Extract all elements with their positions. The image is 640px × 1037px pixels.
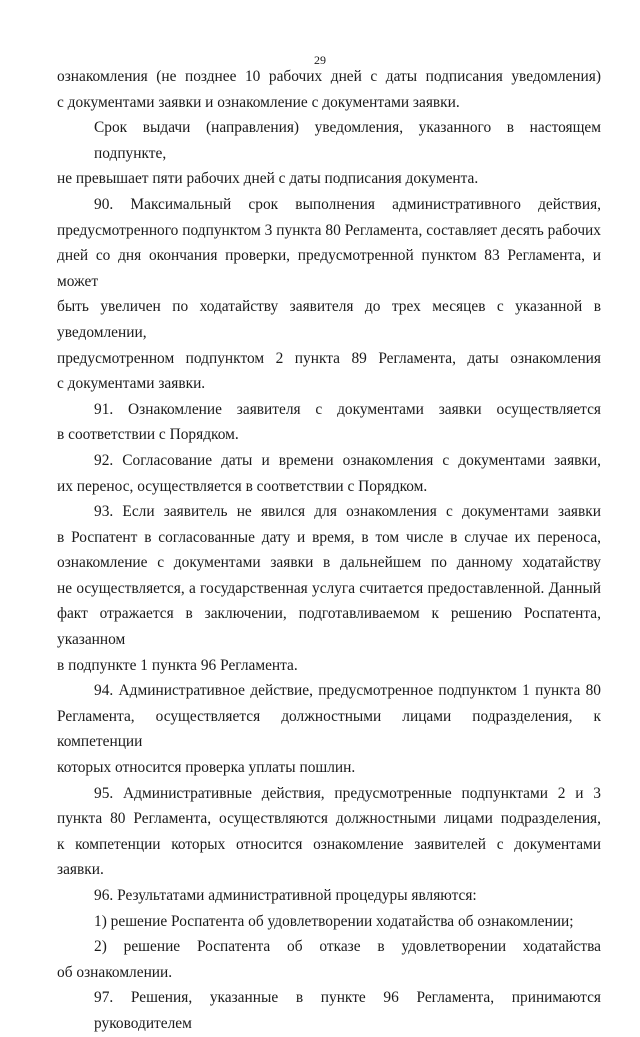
text-line: 92. Согласование даты и времени ознакомления с документами заявки, bbox=[94, 451, 601, 469]
text-line: к компетенции которых относится ознакомление заявителей с документами заявки. bbox=[57, 835, 601, 879]
paragraph bbox=[57, 499, 601, 678]
text-line: в соответствии с Порядком. bbox=[57, 426, 239, 444]
text-line: предусмотренном подпунктом 2 пункта 89 Регламента, даты ознакомления bbox=[57, 349, 601, 367]
text-line: которых относится проверка уплаты пошлин. bbox=[57, 759, 356, 777]
paragraph bbox=[57, 909, 601, 935]
text-line: факт отражается в заключении, подготавливаемом к решению Роспатента, указанном bbox=[57, 605, 601, 649]
text-line: не превышает пяти рабочих дней с даты подписания документа. bbox=[57, 170, 479, 188]
text-line: 95. Административные действия, предусмотренные подпунктами 2 и 3 bbox=[94, 784, 601, 802]
text-line: не осуществляется, а государственная услуга считается предоставленной. Данный bbox=[57, 579, 601, 597]
text-line: быть увеличен по ходатайству заявителя до трех месяцев с указанной в уведомлении, bbox=[57, 298, 601, 341]
text-line: 97. Решения, указанные в пункте 96 Регламента, принимаются руководителем bbox=[94, 989, 601, 1032]
text-line: 96. Результатами административной процедуры являются: bbox=[94, 887, 477, 904]
text-line: об ознакомлении. bbox=[57, 963, 173, 981]
paragraph bbox=[57, 192, 601, 397]
text-line: с документами заявки и ознакомление с документами заявки. bbox=[57, 93, 460, 111]
text-line: в подпункте 1 пункта 96 Регламента. bbox=[57, 656, 298, 674]
text-line: 1) решение Роспатента об удовлетворении ходатайства об ознакомлении; bbox=[94, 912, 574, 930]
text-line: дней со дня окончания проверки, предусмотренной пунктом 83 Регламента, и может bbox=[57, 247, 601, 290]
text-line: Регламента, осуществляется должностными лицами подразделения, к компетенции bbox=[57, 707, 601, 751]
paragraph bbox=[57, 985, 601, 1036]
paragraph bbox=[57, 678, 601, 780]
paragraph bbox=[57, 448, 601, 499]
text-line: 91. Ознакомление заявителя с документами заявки осуществляется bbox=[94, 400, 601, 418]
text-line: 90. Максимальный срок выполнения административного действия, bbox=[94, 195, 601, 213]
paragraph bbox=[57, 781, 601, 883]
page-number: 29 bbox=[314, 53, 326, 67]
text-line: 94. Административное действие, предусмотренное подпунктом 1 пункта 80 bbox=[94, 682, 601, 700]
text-line: в Роспатент в согласованные дату и время, в том числе в случае их переноса, bbox=[57, 528, 601, 546]
text-line: пункта 80 Регламента, осуществляются должностными лицами подразделения, bbox=[57, 810, 601, 828]
text-line: их перенос, осуществляется в соответствии с Порядком. bbox=[57, 477, 428, 495]
text-line: ознакомление с документами заявки в дальнейшем по данному ходатайству bbox=[57, 554, 601, 572]
paragraph bbox=[57, 934, 601, 985]
text-line: Срок выдачи (направления) уведомления, указанного в настоящем подпункте, bbox=[94, 119, 601, 162]
text-line: 93. Если заявитель не явился для ознакомления с документами заявки bbox=[94, 503, 601, 521]
text-line: ознакомления (не позднее 10 рабочих дней с даты подписания уведомления) bbox=[57, 68, 601, 85]
paragraph bbox=[57, 115, 601, 192]
document-body bbox=[57, 64, 601, 1037]
paragraph bbox=[57, 397, 601, 448]
text-line: предусмотренного подпунктом 3 пункта 80 Регламента, составляет десять рабочих bbox=[57, 221, 601, 239]
text-line: с документами заявки. bbox=[57, 375, 206, 393]
paragraph bbox=[57, 64, 601, 115]
text-line: 2) решение Роспатента об отказе в удовлетворении ходатайства bbox=[94, 938, 601, 956]
